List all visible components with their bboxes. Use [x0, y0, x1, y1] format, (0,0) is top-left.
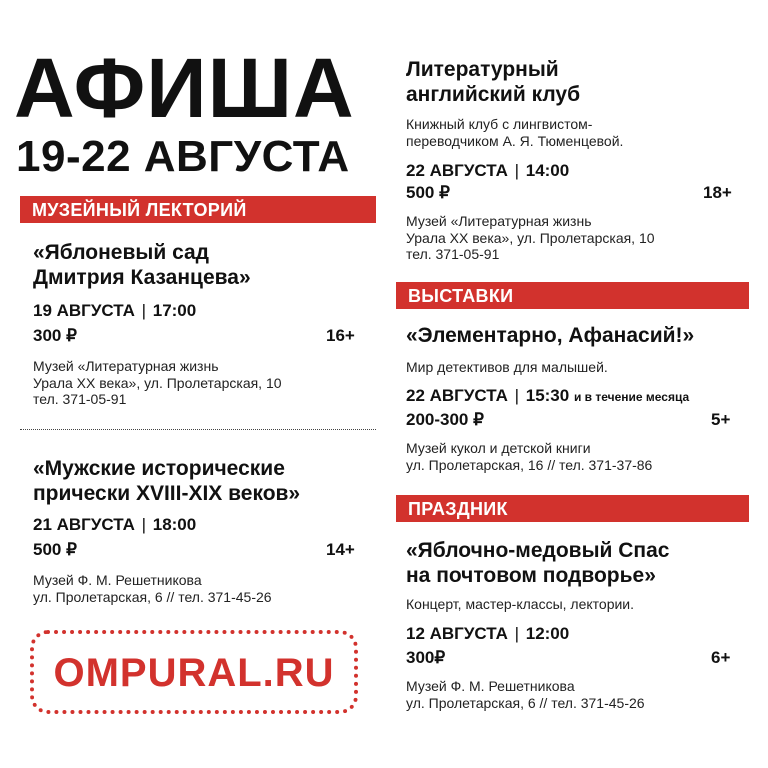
separator: |	[514, 624, 519, 643]
event-price-afanasy: 200-300 ₽	[406, 410, 484, 429]
event-datetime-hairstyles	[33, 515, 196, 535]
event-address-english-club: Музей «Литературная жизнь Урала XX века», ул. Пролетарская, 10 тел. 371-05-91	[406, 213, 655, 262]
event-title-english-club: Литературный английский клуб	[406, 58, 581, 106]
event-title-spas: «Яблочно-медовый Спас на почтовом подворье»	[406, 539, 670, 587]
event-date: 12 АВГУСТА	[406, 624, 508, 643]
event-date: 22 АВГУСТА	[406, 161, 508, 180]
event-age-hairstyles: 14+	[326, 540, 355, 559]
section-lectures: МУЗЕЙНЫЙ ЛЕКТОРИЙ	[20, 196, 376, 223]
section-exhibitions: ВЫСТАВКИ	[396, 282, 749, 309]
event-title-hairstyles: «Мужские исторические прически XVIII-XIX веков»	[33, 457, 301, 505]
event-address-spas: Музей Ф. М. Решетникова ул. Пролетарская, 6 // тел. 371-45-26	[406, 678, 645, 711]
event-price-english-club: 500 ₽	[406, 183, 450, 202]
event-address-apple-garden: Музей «Литературная жизнь Урала XX века», ул. Пролетарская, 10 тел. 371-05-91	[33, 358, 282, 407]
event-datetime-apple-garden	[33, 301, 196, 321]
poster-dates: 19-22 АВГУСТА	[16, 132, 350, 181]
separator: |	[141, 301, 146, 320]
event-price-spas: 300₽	[406, 648, 446, 667]
event-date: 22 АВГУСТА	[406, 386, 508, 405]
separator: |	[514, 386, 519, 405]
event-time: 17:00	[152, 301, 197, 320]
event-datetime-afanasy	[406, 386, 689, 407]
event-time: 18:00	[152, 515, 197, 534]
separator: |	[514, 161, 519, 180]
poster-title: АФИША	[14, 41, 355, 135]
event-age-english-club: 18+	[703, 183, 732, 202]
event-datetime-spas	[406, 624, 569, 644]
event-time: 15:30	[525, 386, 570, 405]
event-datetime-english-club	[406, 161, 569, 181]
event-time-note: и в течение месяца	[573, 390, 690, 404]
dotted-divider	[20, 429, 376, 430]
event-description-afanasy: Мир детективов для малышей.	[406, 359, 608, 375]
event-date: 21 АВГУСТА	[33, 515, 135, 534]
event-address-afanasy: Музей кукол и детской книги ул. Пролетарская, 16 // тел. 371-37-86	[406, 440, 653, 473]
event-description-spas: Концерт, мастер-классы, лектории.	[406, 596, 635, 612]
section-holiday: ПРАЗДНИК	[396, 495, 749, 522]
event-time: 12:00	[525, 624, 570, 643]
event-age-spas: 6+	[711, 648, 731, 667]
event-time: 14:00	[525, 161, 570, 180]
event-title-afanasy: «Элементарно, Афанасий!»	[406, 324, 695, 347]
event-age-apple-garden: 16+	[326, 326, 355, 345]
event-price-apple-garden: 300 ₽	[33, 326, 77, 345]
event-address-hairstyles: Музей Ф. М. Решетникова ул. Пролетарская, 6 // тел. 371-45-26	[33, 572, 272, 605]
event-age-afanasy: 5+	[711, 410, 731, 429]
event-description-english-club: Книжный клуб с лингвистом- переводчиком А. Я. Тюменцевой.	[406, 116, 624, 149]
event-price-hairstyles: 500 ₽	[33, 540, 77, 559]
site-link[interactable]: OMPURAL.RU	[53, 651, 335, 695]
site-link-frame[interactable]	[30, 630, 358, 714]
separator: |	[141, 515, 146, 534]
event-date: 19 АВГУСТА	[33, 301, 135, 320]
event-title-apple-garden: «Яблоневый сад Дмитрия Казанцева»	[33, 241, 251, 289]
